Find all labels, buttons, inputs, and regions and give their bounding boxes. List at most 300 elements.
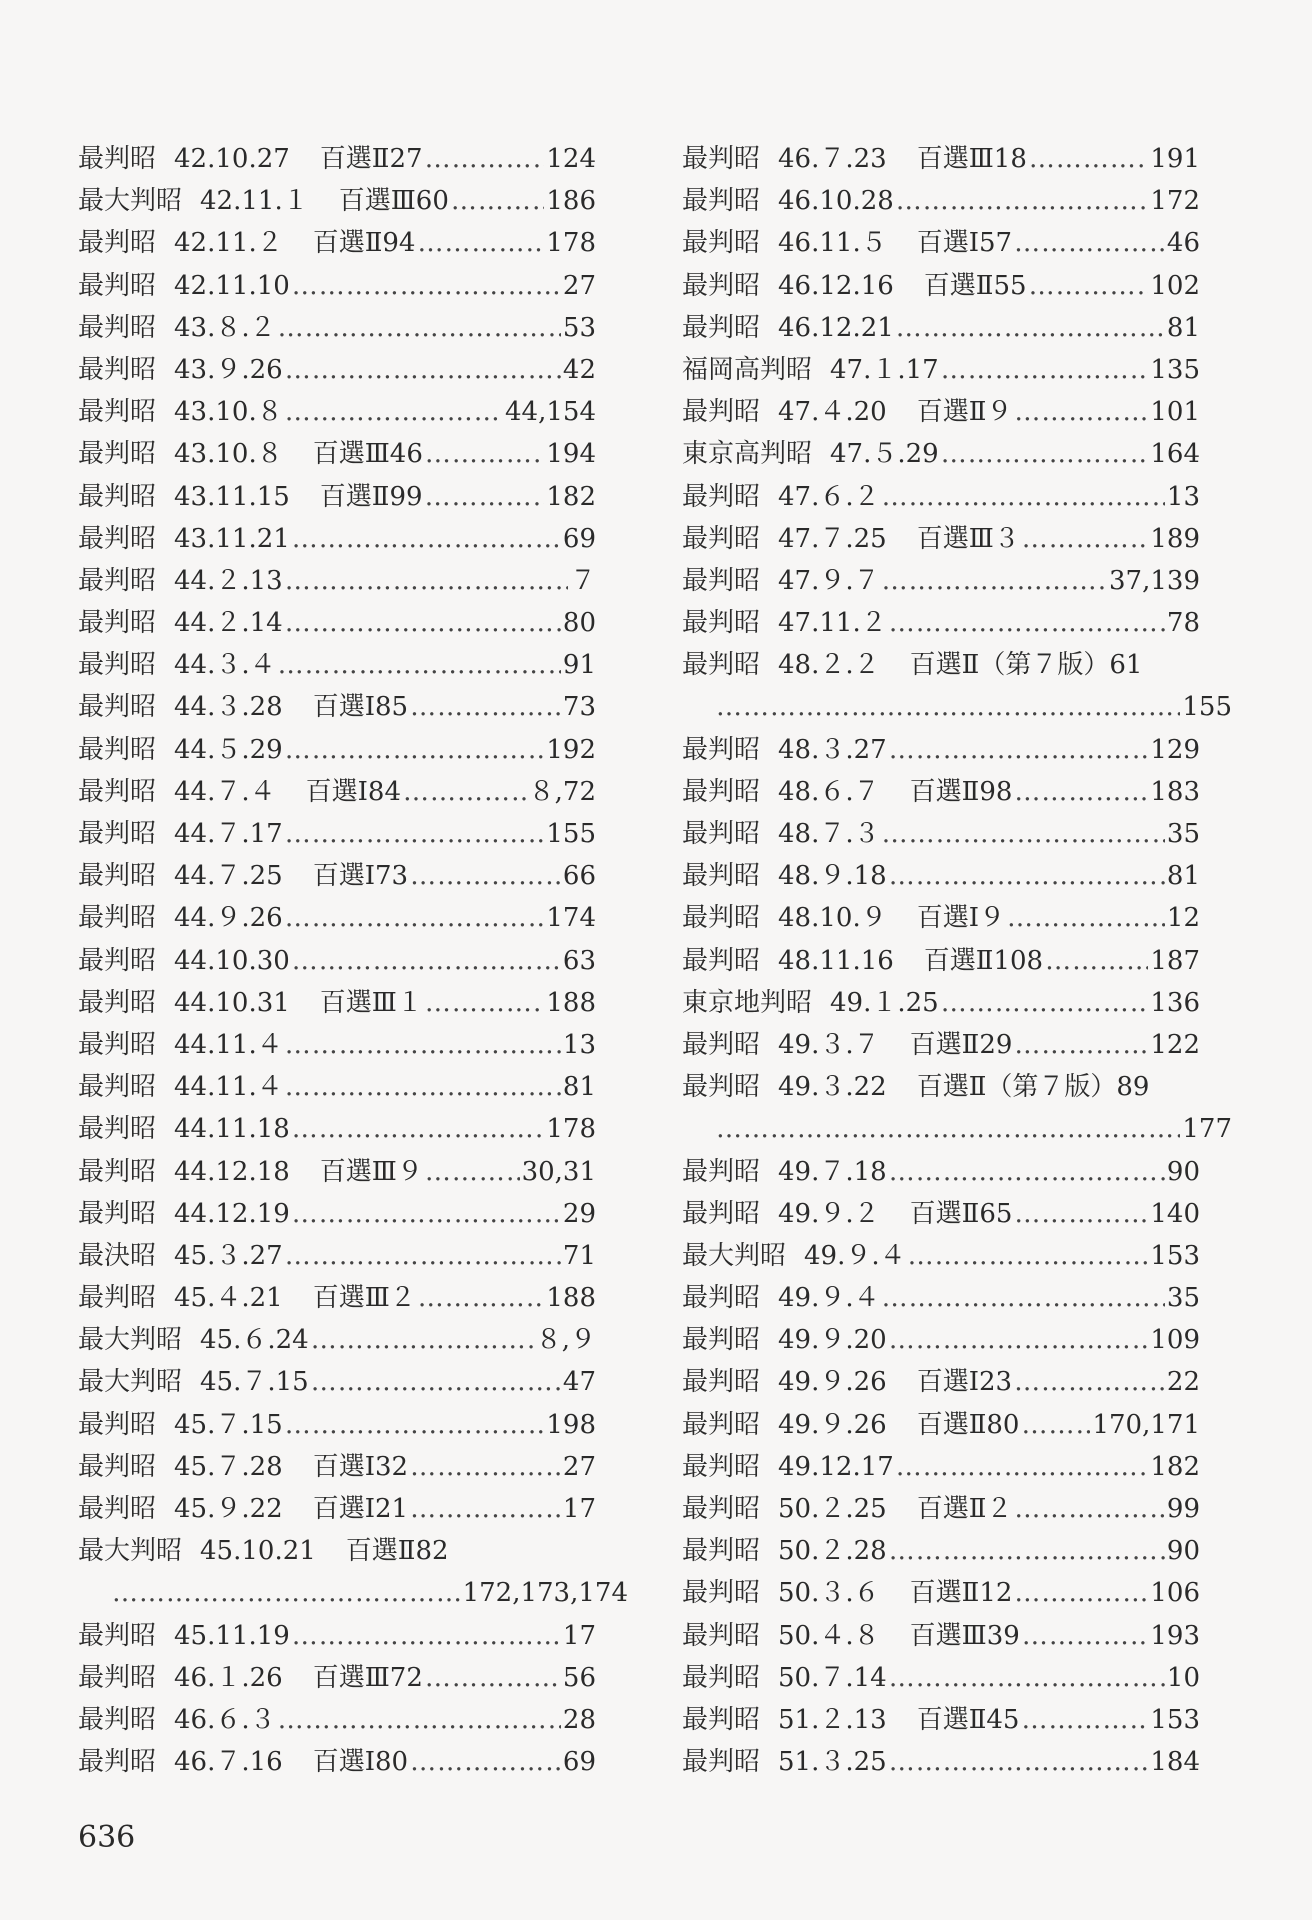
page-refs: 101 — [1150, 397, 1200, 428]
dot-leader — [1014, 771, 1148, 813]
dot-leader — [403, 771, 527, 813]
page-refs: 56 — [562, 1662, 596, 1693]
dot-leader — [896, 307, 1165, 349]
decision-date: 50.２.25 — [778, 1494, 887, 1524]
page-refs: 122 — [1150, 1029, 1200, 1060]
case-entry-continuation — [682, 686, 1232, 728]
case-entry — [682, 391, 1200, 433]
page-refs: 17 — [562, 1494, 596, 1524]
decision-date: 44.７.17 — [174, 819, 283, 849]
dot-leader — [896, 180, 1149, 222]
dot-leader — [285, 602, 561, 644]
page-refs: 29 — [562, 1198, 596, 1229]
casebook-ref: 百選Ⅱ45 — [916, 1704, 1020, 1735]
court-name: 最判昭 — [682, 228, 761, 259]
page-refs: 178 — [546, 228, 596, 259]
dot-leader — [285, 813, 545, 855]
case-entry — [78, 1193, 596, 1235]
casebook-ref: 百選Ⅰ84 — [305, 776, 401, 807]
page-refs: 81 — [562, 1072, 596, 1103]
dot-leader — [292, 1615, 561, 1657]
page-refs: 90 — [1166, 1156, 1200, 1187]
casebook-ref: 百選Ⅱ12 — [909, 1578, 1013, 1609]
court-name: 最判昭 — [78, 397, 157, 428]
decision-date: 47.５.29 — [830, 439, 939, 470]
page-refs: 191 — [1150, 144, 1200, 174]
case-entry — [682, 940, 1200, 982]
page-refs: 140 — [1150, 1198, 1200, 1229]
court-name: 最判昭 — [682, 1494, 761, 1524]
decision-date: 46.12.16 — [778, 270, 894, 301]
casebook-ref: 百選Ⅰ85 — [312, 692, 409, 723]
decision-date: 48.３.27 — [778, 734, 887, 765]
decision-date: 43.10.８ — [174, 439, 283, 470]
court-name: 最判昭 — [78, 1747, 157, 1778]
court-name: 最判昭 — [682, 1747, 761, 1778]
case-entry — [682, 1615, 1200, 1657]
page-refs: 182 — [546, 481, 596, 512]
casebook-ref: 百選Ⅲ３ — [916, 523, 1020, 554]
decision-date: 45.11.19 — [174, 1620, 290, 1651]
dot-leader — [292, 265, 561, 307]
case-entry — [682, 1066, 1200, 1108]
case-entry — [78, 265, 596, 307]
case-entry — [78, 1530, 596, 1572]
court-name: 最判昭 — [78, 1451, 157, 1482]
court-name: 最判昭 — [78, 1029, 157, 1060]
case-entry — [78, 1615, 596, 1657]
case-entry — [78, 518, 596, 560]
case-entry — [682, 729, 1200, 771]
page-refs: 91 — [562, 650, 596, 681]
court-name: 最判昭 — [78, 565, 157, 596]
decision-date: 49.９.２ — [778, 1198, 880, 1229]
page-refs: 17 — [562, 1620, 596, 1651]
decision-date: 50.４.８ — [778, 1620, 880, 1651]
dot-leader — [889, 729, 1149, 771]
case-entry — [78, 1657, 596, 1699]
case-entry — [682, 1657, 1200, 1699]
dot-leader — [285, 391, 503, 433]
page-refs: 81 — [1166, 861, 1200, 892]
case-entry — [78, 813, 596, 855]
court-name: 最判昭 — [682, 1451, 761, 1482]
page-refs: 22 — [1166, 1367, 1200, 1398]
page-refs: 12 — [1166, 903, 1200, 934]
case-entry — [682, 1572, 1200, 1614]
decision-date: 49.９.４ — [778, 1283, 880, 1314]
decision-date: 49.９.26 — [778, 1409, 887, 1440]
dot-leader — [425, 138, 545, 180]
decision-date: 48.10.９ — [778, 903, 887, 934]
case-entry — [682, 1404, 1200, 1446]
case-entry — [682, 602, 1200, 644]
case-entry — [682, 518, 1200, 560]
page-refs: 13 — [1166, 481, 1200, 512]
page-refs: 187 — [1150, 945, 1200, 976]
decision-date: 46.７.16 — [174, 1747, 283, 1778]
dot-leader — [1029, 138, 1148, 180]
case-entry — [682, 1446, 1200, 1488]
case-entry — [682, 180, 1200, 222]
decision-date: 44.３.28 — [174, 692, 283, 723]
decision-date: 46.11.５ — [778, 228, 887, 259]
case-entry — [78, 771, 596, 813]
case-entry — [78, 729, 596, 771]
page-refs: 28 — [562, 1704, 596, 1735]
court-name: 最判昭 — [682, 1029, 761, 1060]
dot-leader — [882, 476, 1165, 518]
dot-leader — [1022, 518, 1149, 560]
page-refs: 30,31 — [521, 1156, 596, 1187]
case-entry — [78, 644, 596, 686]
decision-date: 46.６.３ — [174, 1704, 276, 1735]
case-entry — [682, 897, 1200, 939]
decision-date: 44.２.14 — [174, 608, 283, 639]
court-name: 最判昭 — [78, 354, 157, 385]
case-entry — [78, 686, 596, 728]
case-entry — [682, 1699, 1200, 1741]
dot-leader — [941, 982, 1149, 1024]
decision-date: 46.10.28 — [778, 186, 894, 217]
dot-leader — [1021, 1404, 1090, 1446]
decision-date: 44.11.４ — [174, 1029, 283, 1060]
court-name: 最判昭 — [78, 523, 157, 554]
dot-leader — [285, 1404, 545, 1446]
casebook-ref: 百選Ⅱ（第７版）61 — [909, 650, 1143, 681]
dot-leader — [285, 1024, 561, 1066]
page-refs: 129 — [1150, 734, 1200, 765]
decision-date: 44.７.25 — [174, 861, 283, 892]
decision-date: 42.10.27 — [174, 144, 290, 174]
case-entry — [78, 391, 596, 433]
dot-leader — [311, 1319, 534, 1361]
decision-date: 46.７.23 — [778, 144, 887, 174]
decision-date: 48.６.７ — [778, 776, 880, 807]
dot-leader — [425, 1657, 561, 1699]
page-refs: 73 — [562, 692, 596, 723]
left-column — [78, 138, 628, 1783]
page-refs: 170,171 — [1092, 1409, 1200, 1440]
casebook-ref: 百選Ⅱ２ — [916, 1494, 1013, 1524]
case-entry — [78, 1319, 596, 1361]
page-refs: 78 — [1166, 608, 1200, 639]
decision-date: 45.10.21 — [200, 1536, 316, 1567]
dot-leader — [285, 1066, 561, 1108]
page-refs: 69 — [562, 1747, 596, 1778]
case-entry — [78, 180, 596, 222]
case-entry — [78, 222, 596, 264]
court-name: 最判昭 — [78, 776, 157, 807]
decision-date: 51.３.25 — [778, 1747, 887, 1778]
case-entry — [78, 138, 596, 180]
decision-date: 49.１.25 — [830, 987, 939, 1018]
case-entry — [682, 1319, 1200, 1361]
court-name: 最判昭 — [78, 1114, 157, 1145]
decision-date: 50.２.28 — [778, 1536, 887, 1567]
court-name: 最判昭 — [78, 1283, 157, 1314]
dot-leader — [889, 602, 1165, 644]
dot-leader — [889, 1319, 1149, 1361]
case-entry — [78, 1151, 596, 1193]
decision-date: 47.９.７ — [778, 565, 880, 596]
court-name: 最判昭 — [682, 1662, 761, 1693]
decision-date: 46.12.21 — [778, 312, 894, 343]
court-name: 最判昭 — [682, 1072, 761, 1103]
case-entry — [78, 307, 596, 349]
casebook-ref: 百選Ⅱ80 — [916, 1409, 1020, 1440]
decision-date: 43.９.26 — [174, 354, 283, 385]
court-name: 最判昭 — [78, 1662, 157, 1693]
case-entry — [78, 1024, 596, 1066]
case-entry-continuation — [78, 1572, 628, 1614]
case-entry — [682, 1741, 1200, 1783]
page-refs: 189 — [1150, 523, 1200, 554]
page-refs: 71 — [562, 1240, 596, 1271]
page-refs: 136 — [1150, 987, 1200, 1018]
dot-leader — [112, 1572, 461, 1614]
casebook-ref: 百選Ⅲ60 — [338, 186, 449, 217]
court-name: 最判昭 — [682, 650, 761, 681]
dot-leader — [1007, 897, 1165, 939]
court-name: 最判昭 — [682, 1704, 761, 1735]
decision-date: 45.７.15 — [174, 1409, 283, 1440]
decision-date: 47.11.２ — [778, 608, 887, 639]
page-refs: 66 — [562, 861, 596, 892]
dot-leader — [410, 1488, 561, 1530]
dot-leader — [716, 1108, 1180, 1150]
court-name: 最判昭 — [682, 1536, 761, 1567]
case-entry — [78, 982, 596, 1024]
page-refs: 194 — [546, 439, 596, 470]
casebook-ref: 百選Ⅱ29 — [909, 1029, 1013, 1060]
dot-leader — [941, 433, 1149, 475]
dot-leader — [941, 349, 1149, 391]
page-refs: 164 — [1150, 439, 1200, 470]
decision-date: 42.11.２ — [174, 228, 283, 259]
court-name: 最大判昭 — [78, 186, 183, 217]
court-name: 最判昭 — [78, 903, 157, 934]
page-refs: 174 — [546, 903, 596, 934]
decision-date: 47.４.20 — [778, 397, 887, 428]
casebook-ref: 百選Ⅱ99 — [319, 481, 423, 512]
right-column — [682, 138, 1232, 1783]
case-entry — [682, 307, 1200, 349]
dot-leader — [292, 1193, 561, 1235]
court-name: 最判昭 — [78, 650, 157, 681]
decision-date: 49.９.26 — [778, 1367, 887, 1398]
court-name: 最判昭 — [682, 945, 761, 976]
decision-date: 50.３.６ — [778, 1578, 880, 1609]
court-name: 最大判昭 — [78, 1536, 183, 1567]
court-name: 最判昭 — [682, 270, 761, 301]
dot-leader — [278, 1699, 561, 1741]
court-name: 最判昭 — [78, 1704, 157, 1735]
dot-leader — [1014, 1193, 1148, 1235]
court-name: 最判昭 — [682, 186, 761, 217]
case-entry — [682, 1151, 1200, 1193]
dot-leader — [1014, 391, 1148, 433]
page-refs: 155 — [546, 819, 596, 849]
dot-leader — [1045, 940, 1148, 982]
dot-leader — [1022, 1615, 1149, 1657]
page-refs: 80 — [562, 608, 596, 639]
page-refs: 198 — [546, 1409, 596, 1440]
page-refs: 155 — [1182, 692, 1232, 723]
page-refs: 13 — [562, 1029, 596, 1060]
court-name: 最大判昭 — [78, 1367, 183, 1398]
dot-leader — [278, 644, 561, 686]
page-refs: 188 — [546, 1283, 596, 1314]
dot-leader — [882, 1277, 1165, 1319]
casebook-ref: 百選Ⅱ９ — [916, 397, 1013, 428]
case-entry — [682, 265, 1200, 307]
page-refs: 27 — [562, 270, 596, 301]
case-entry — [682, 1530, 1200, 1572]
case-entry — [682, 476, 1200, 518]
casebook-ref: 百選Ⅲ２ — [312, 1283, 416, 1314]
decision-date: 44.10.30 — [174, 945, 290, 976]
case-entry — [682, 982, 1200, 1024]
court-name: 最判昭 — [682, 523, 761, 554]
dot-leader — [285, 560, 568, 602]
dot-leader — [1014, 222, 1165, 264]
dot-leader — [889, 855, 1165, 897]
court-name: 最判昭 — [78, 144, 157, 174]
court-name: 最判昭 — [78, 228, 157, 259]
page-refs: 135 — [1150, 354, 1200, 385]
dot-leader — [425, 476, 545, 518]
dot-leader — [1014, 1361, 1165, 1403]
court-name: 最判昭 — [78, 1494, 157, 1524]
court-name: 最判昭 — [682, 397, 761, 428]
court-name: 最判昭 — [682, 608, 761, 639]
court-name: 最判昭 — [78, 312, 157, 343]
court-name: 最判昭 — [78, 1072, 157, 1103]
decision-date: 49.12.17 — [778, 1451, 894, 1482]
dot-leader — [425, 433, 544, 475]
court-name: 東京高判昭 — [682, 439, 813, 470]
casebook-ref: 百選Ⅲ18 — [916, 144, 1027, 174]
dot-leader — [1021, 1699, 1148, 1741]
decision-date: 43.10.８ — [174, 397, 283, 428]
case-entry — [78, 560, 596, 602]
court-name: 最判昭 — [682, 1325, 761, 1356]
page-refs: 81 — [1166, 312, 1200, 343]
casebook-ref: 百選Ⅰ32 — [312, 1451, 409, 1482]
decision-date: 44.11.18 — [174, 1114, 290, 1145]
decision-date: 49.９.20 — [778, 1325, 887, 1356]
case-entry — [682, 138, 1200, 180]
decision-date: 47.１.17 — [830, 354, 939, 385]
decision-date: 49.９.４ — [804, 1240, 906, 1271]
page-refs: 102 — [1150, 270, 1200, 301]
dot-leader — [425, 982, 544, 1024]
court-name: 最判昭 — [682, 776, 761, 807]
decision-date: 45.６.24 — [200, 1325, 309, 1356]
page-refs: 63 — [562, 945, 596, 976]
dot-leader — [896, 1446, 1149, 1488]
case-entry — [78, 1741, 596, 1783]
page-refs: 35 — [1166, 1283, 1200, 1314]
page-number: 636 — [78, 1820, 136, 1855]
decision-date: 45.９.22 — [174, 1494, 283, 1524]
dot-leader — [1014, 1488, 1165, 1530]
court-name: 最大判昭 — [682, 1240, 787, 1271]
case-entry — [78, 1699, 596, 1741]
decision-date: 45.３.27 — [174, 1240, 283, 1271]
page-refs: 172,173,174 — [462, 1578, 628, 1609]
page-refs: 47 — [562, 1367, 596, 1398]
dot-leader — [311, 1361, 561, 1403]
page-refs: ８,９ — [535, 1325, 596, 1356]
dot-leader — [417, 222, 544, 264]
decision-date: 44.12.19 — [174, 1198, 290, 1229]
casebook-ref: 百選Ⅱ（第７版）89 — [916, 1072, 1150, 1103]
decision-date: 42.11.１ — [200, 186, 309, 217]
page-refs: 42 — [562, 354, 596, 385]
dot-leader — [889, 1530, 1165, 1572]
decision-date: 44.３.４ — [174, 650, 276, 681]
case-entry — [682, 1361, 1200, 1403]
page-refs: 192 — [546, 734, 596, 765]
decision-date: 49.３.22 — [778, 1072, 887, 1103]
case-entry — [78, 476, 596, 518]
page-refs: 69 — [562, 523, 596, 554]
page-refs: 35 — [1166, 819, 1200, 849]
page-refs: 178 — [546, 1114, 596, 1145]
dot-leader — [908, 1235, 1149, 1277]
dot-leader — [292, 518, 561, 560]
decision-date: 49.７.18 — [778, 1156, 887, 1187]
decision-date: 48.７.３ — [778, 819, 880, 849]
page-refs: ７ — [569, 565, 596, 596]
court-name: 最判昭 — [78, 481, 157, 512]
decision-date: 45.７.28 — [174, 1451, 283, 1482]
court-name: 最判昭 — [78, 945, 157, 976]
court-name: 最判昭 — [682, 861, 761, 892]
page-refs: 193 — [1150, 1620, 1200, 1651]
case-entry — [78, 1066, 596, 1108]
page-refs: 99 — [1166, 1494, 1200, 1524]
court-name: 最判昭 — [682, 1198, 761, 1229]
case-entry-continuation — [682, 1108, 1232, 1150]
case-entry — [78, 433, 596, 475]
page-refs: 172 — [1150, 186, 1200, 217]
decision-date: 44.５.29 — [174, 734, 283, 765]
decision-date: 49.３.７ — [778, 1029, 880, 1060]
decision-date: 44.２.13 — [174, 565, 283, 596]
dot-leader — [292, 940, 561, 982]
court-name: 最判昭 — [682, 481, 761, 512]
case-entry — [78, 1235, 596, 1277]
court-name: 最判昭 — [78, 1409, 157, 1440]
decision-date: 48.２.２ — [778, 650, 880, 681]
dot-leader — [882, 560, 1107, 602]
court-name: 最判昭 — [682, 565, 761, 596]
casebook-ref: 百選Ⅲ46 — [312, 439, 423, 470]
page-refs: 53 — [562, 312, 596, 343]
dot-leader — [1014, 1024, 1148, 1066]
dot-leader — [292, 1108, 545, 1150]
page-refs: 90 — [1166, 1536, 1200, 1567]
decision-date: 43.11.21 — [174, 523, 290, 554]
case-entry — [682, 560, 1200, 602]
court-name: 最判昭 — [78, 1198, 157, 1229]
page-refs: 186 — [546, 186, 596, 217]
page-refs: 153 — [1150, 1240, 1200, 1271]
dot-leader — [451, 180, 544, 222]
